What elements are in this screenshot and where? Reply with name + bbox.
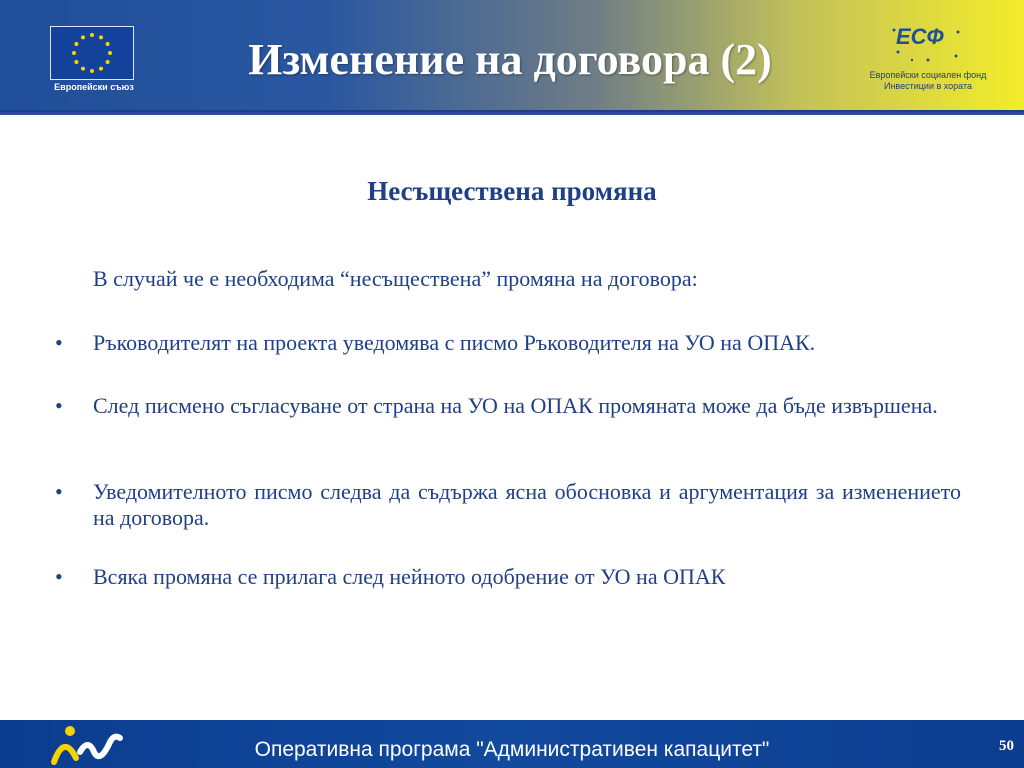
- intro-text: В случай че е необходима “несъществена” промяна на договора:: [93, 266, 698, 291]
- eu-flag-icon: [50, 26, 134, 80]
- bullet-marker: •: [55, 479, 63, 504]
- bullet-text: След писмено съгласуване от страна на УО на ОПАК промяната може да бъде извършена.: [93, 393, 938, 418]
- header-divider: [0, 112, 1024, 115]
- eu-caption: Европейски съюз: [54, 82, 134, 92]
- esf-caption-line2: Инвестиции в хората: [883, 81, 972, 91]
- bullet-item: [55, 564, 961, 590]
- eu-logo: [38, 18, 150, 98]
- page-number: 50: [999, 738, 1014, 754]
- esf-mark-text: ЕСФ: [896, 24, 944, 49]
- bullet-marker: •: [55, 564, 63, 589]
- esf-caption-line1: Европейски социален фонд: [869, 70, 987, 80]
- bullet-item: [55, 479, 961, 531]
- bullet-item: [55, 393, 961, 419]
- page-title: Изменение на договора (2): [248, 35, 772, 84]
- section-subtitle: Несъществена промяна: [367, 176, 657, 206]
- bullet-text: Ръководителят на проекта уведомява с писмо Ръководителя на УО на ОПАК.: [93, 330, 816, 355]
- footer-program-title: Оперативна програма "Административен капацитет": [254, 738, 770, 761]
- esf-logo: [858, 18, 998, 100]
- bullet-text: Уведомителното писмо следва да съдържа ясна обосновка и аргументация за изменението на договора.: [93, 479, 961, 530]
- bullet-text: Всяка промяна се прилага след нейното одобрение от УО на ОПАК: [93, 564, 726, 589]
- bullet-item: [55, 330, 961, 356]
- bullet-marker: •: [55, 330, 63, 355]
- bullet-marker: •: [55, 393, 63, 418]
